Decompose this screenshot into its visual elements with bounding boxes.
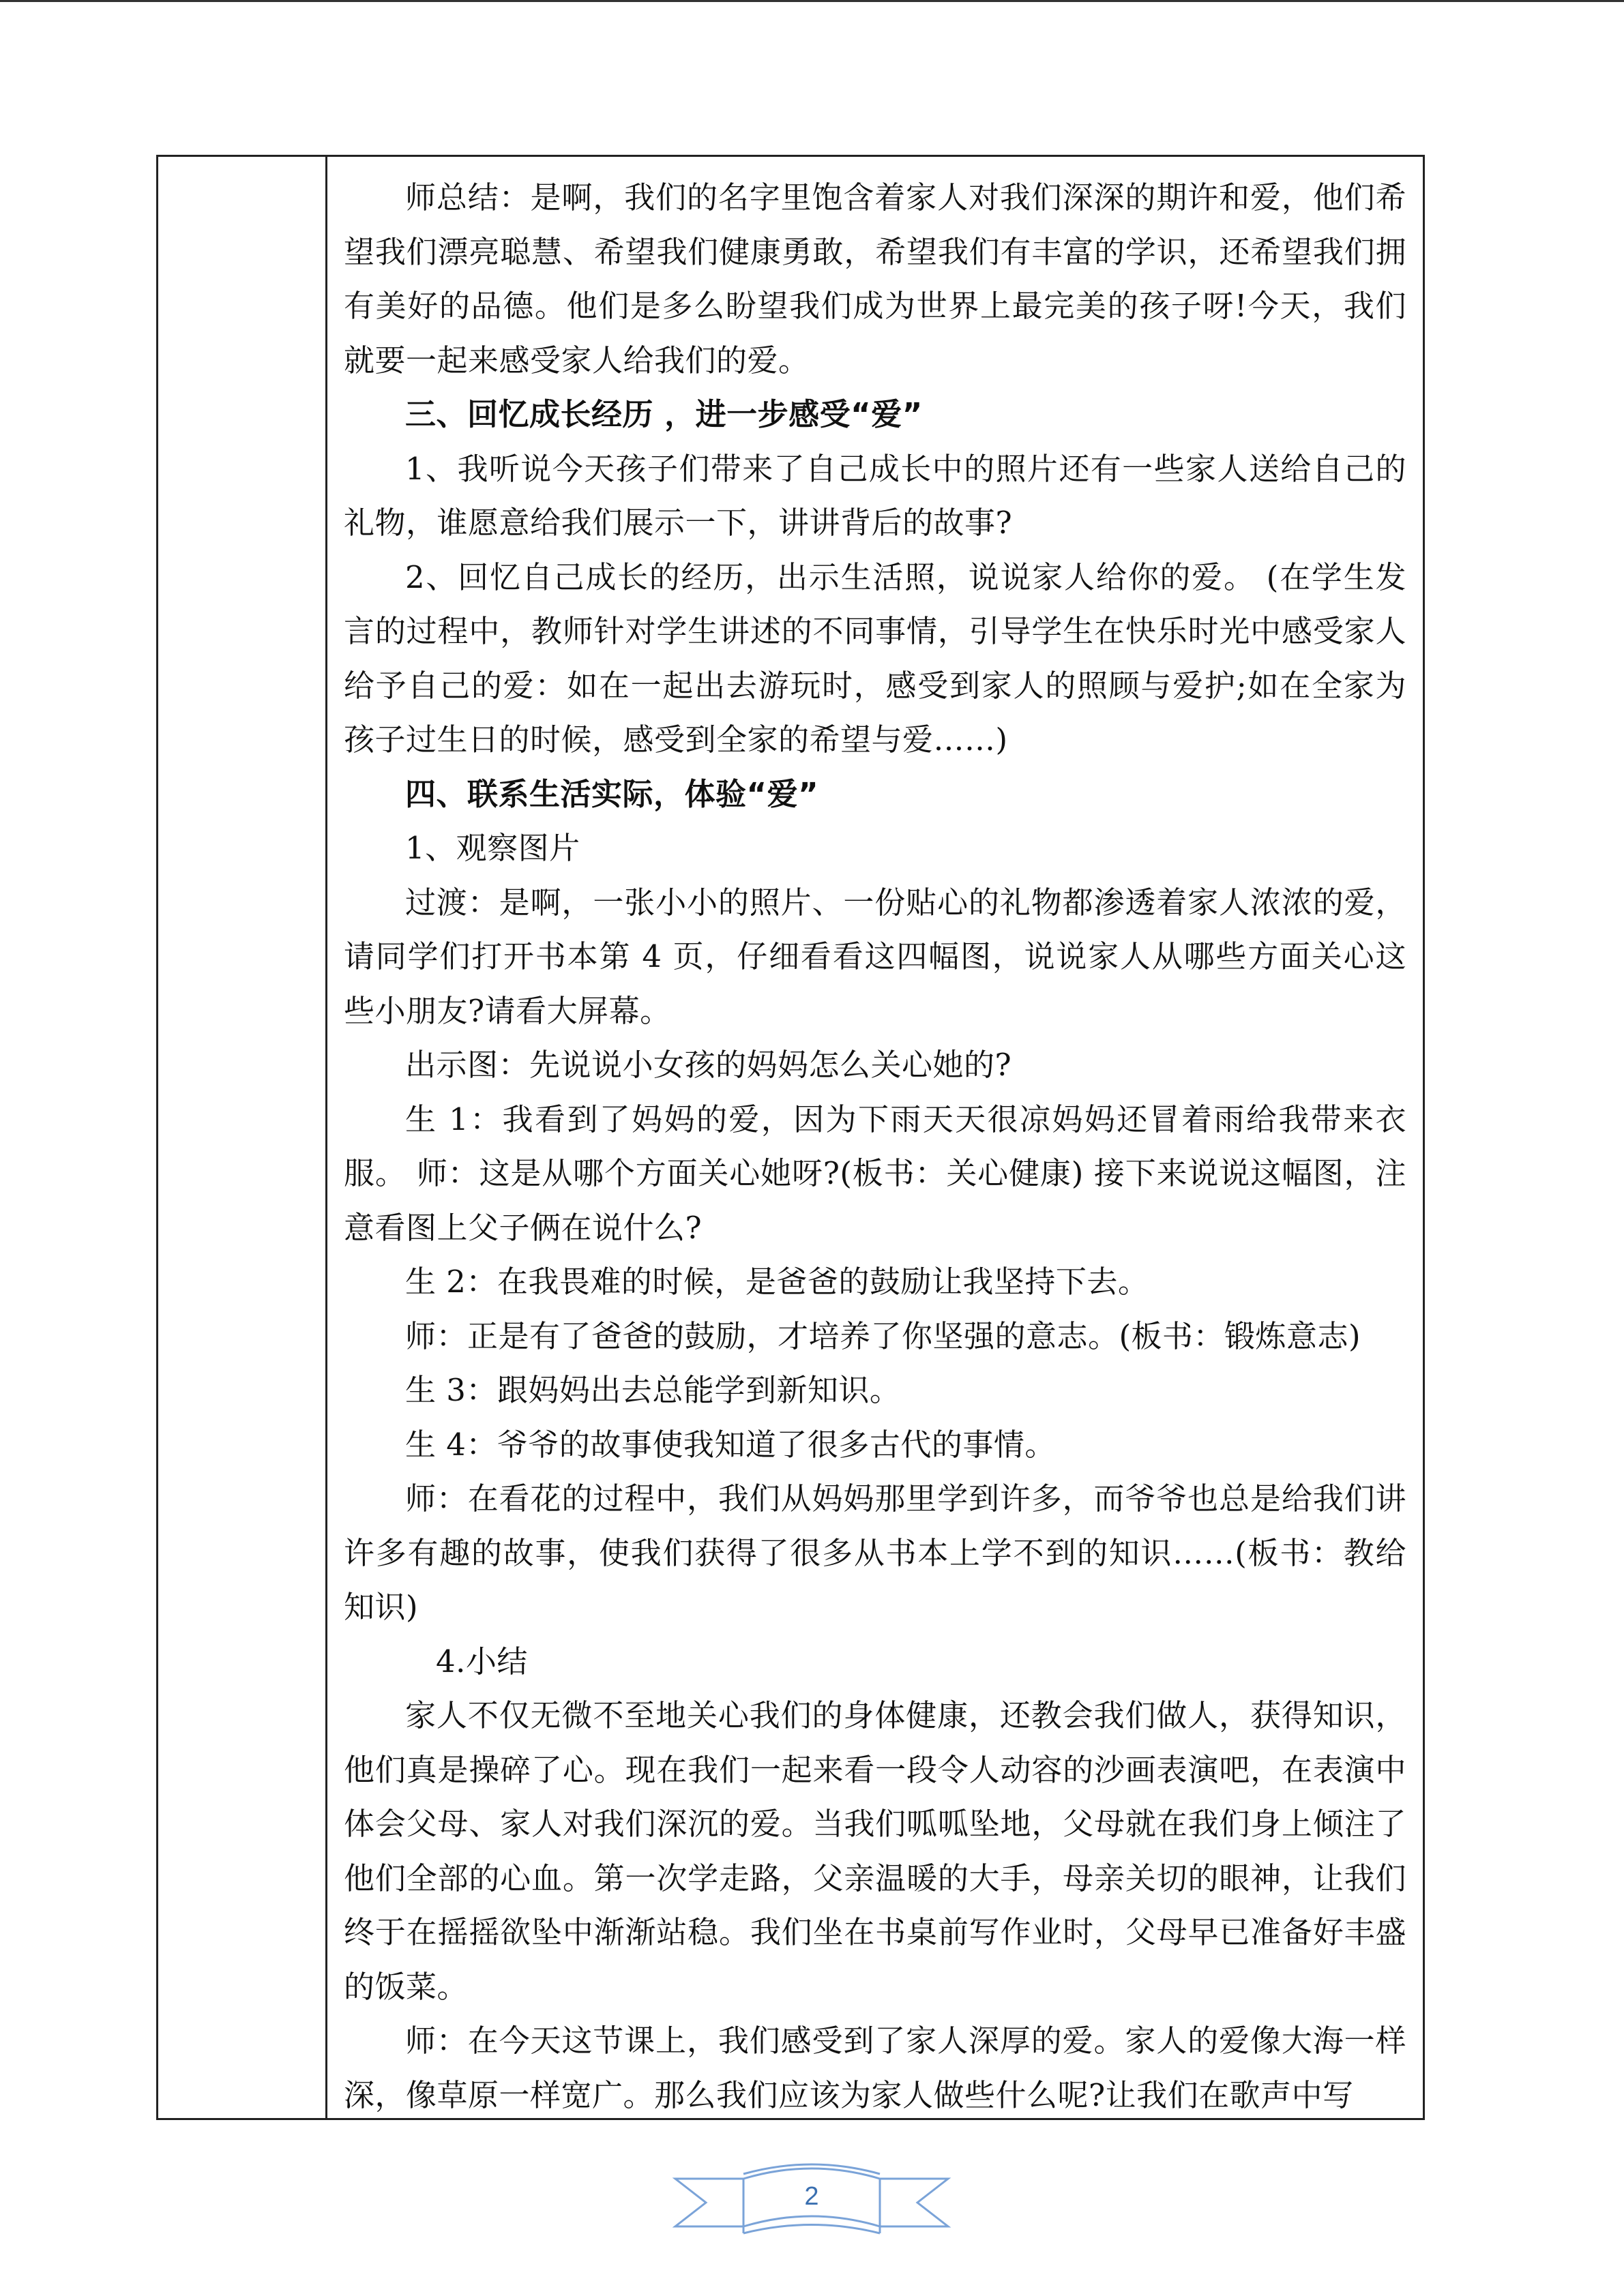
teacher-response-paragraph: 师：正是有了爸爸的鼓励，才培养了你坚强的意志。(板书：锻炼意志) [405, 1317, 1361, 1354]
table-left-column [158, 157, 327, 2118]
student-4-paragraph: 生 4：爷爷的故事使我知道了很多古代的事情。 [405, 1426, 1056, 1463]
teacher-summary-paragraph: 师总结：是啊，我们的名字里饱含着家人对我们深深的期许和爱，他们希望我们漂亮聪慧、希望我们健康勇敢，希望我们有丰富的学识，还希望我们拥有美好的品德。他们是多么盼望我们成为世界上最完美的孩子呀!今天，我们就要一起来感受家人给我们的爱。 [344, 179, 1406, 378]
step-1-paragraph: 1、我听说今天孩子们带来了自己成长中的照片还有一些家人送给自己的礼物，谁愿意给我们展示一下，讲讲背后的故事? [344, 450, 1406, 541]
summary-label: 4.小结 [436, 1643, 528, 1680]
student-3-paragraph: 生 3：跟妈妈出去总能学到新知识。 [405, 1372, 901, 1408]
top-border-line [0, 0, 1624, 2]
table-content-cell [327, 157, 1423, 2118]
student-1-paragraph: 生 1：我看到了妈妈的爱，因为下雨天天很凉妈妈还冒着雨给我带来衣服。 师：这是从哪个方面关心她呀?(板书：关心健康) 接下来说说这幅图，注意看图上父子俩在说什么? [344, 1101, 1406, 1246]
closing-paragraph: 师：在今天这节课上，我们感受到了家人深厚的爱。家人的爱像大海一样深，像草原一样宽广。那么我们应该为家人做些什么呢?让我们在歌声中写 [344, 2023, 1406, 2113]
step-2-paragraph: 2、回忆自己成长的经历，出示生活照，说说家人给你的爱。 (在学生发言的过程中，教师针对学生讲述的不同事情，引导学生在快乐时光中感受家人给予自己的爱：如在一起出去游玩时，感受到家人的照顾与爱护;如在全家为孩子过生日的时候，感受到全家的希望与爱……) [344, 558, 1406, 758]
section-heading-4: 四、联系生活实际，体验“爱” [405, 775, 819, 812]
student-2-paragraph: 生 2：在我畏难的时候，是爸爸的鼓励让我坚持下去。 [405, 1264, 1149, 1300]
lesson-plan-table [156, 155, 1425, 2120]
show-picture-paragraph: 出示图：先说说小女孩的妈妈怎么关心她的? [405, 1047, 1012, 1083]
page-footer-ribbon [668, 2155, 955, 2243]
page-number: 2 [804, 2182, 819, 2211]
transition-paragraph: 过渡：是啊，一张小小的照片、一份贴心的礼物都渗透着家人浓浓的爱，请同学们打开书本第 4 页，仔细看看这四幅图，说说家人从哪些方面关心这些小朋友?请看大屏幕。 [344, 884, 1406, 1029]
section-heading-3: 三、回忆成长经历 ，进一步感受“爱” [405, 396, 923, 432]
observe-pictures-label: 1、观察图片 [405, 830, 580, 866]
teacher-knowledge-paragraph: 师：在看花的过程中，我们从妈妈那里学到许多，而爷爷也总是给我们讲许多有趣的故事，使我们获得了很多从书本上学不到的知识……(板书：教给知识) [344, 1480, 1406, 1625]
summary-paragraph: 家人不仅无微不至地关心我们的身体健康，还教会我们做人，获得知识，他们真是操碎了心。现在我们一起来看一段令人动容的沙画表演吧，在表演中体会父母、家人对我们深沉的爱。当我们呱呱坠地，父母就在我们身上倾注了他们全部的心血。第一次学走路，父亲温暖的大手，母亲关切的眼神，让我们终于在摇摇欲坠中渐渐站稳。我们坐在书桌前写作业时，父母早已准备好丰盛的饭菜。 [344, 1697, 1406, 2005]
